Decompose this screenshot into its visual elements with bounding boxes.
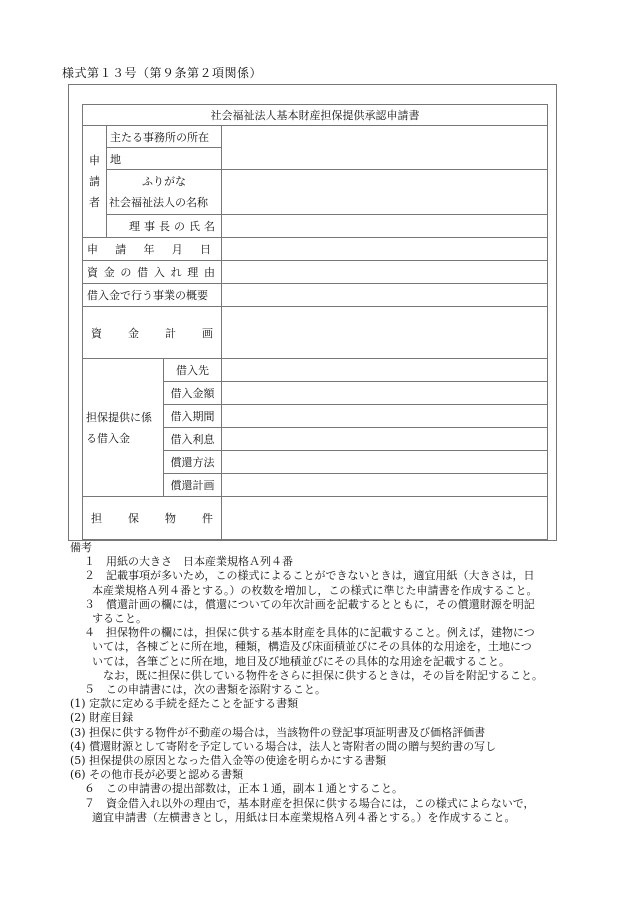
chairman-name-label: 理事長の氏名 [107,215,222,238]
corporation-name-label [107,170,222,215]
borrowing-reason-label: 資金の借入れ理由 [83,261,222,284]
notes-section [70,541,570,825]
repayment-plan-field[interactable] [222,474,548,497]
note-line: (4) 償還財源として寄附を予定している場合は，法人と寄附者の間の贈与契約書の写し [70,739,497,753]
loan-amount-field[interactable] [222,382,548,405]
office-address-label-1: 主たる事務所の所在 [107,126,222,148]
note-line: なお，既に担保に供している物件をさらに担保に供するときは，その旨を附記すること。 [92,668,543,682]
lender-label: 借入先 [164,359,222,382]
loan-interest-field[interactable] [222,428,548,451]
chairman-name-field[interactable] [222,215,548,238]
corporation-name-field[interactable] [222,170,548,215]
applicant-label: 申 請 者 [83,126,107,238]
fund-plan-label: 資金計画 [83,307,222,359]
repayment-plan-label: 償還計画 [164,474,222,497]
note-line: 本産業規格Ａ列４番とする。）の枚数を増加し，この様式に準じた申請書を作成すること。 [92,583,538,597]
office-address-field[interactable] [222,126,548,170]
loan-amount-label: 借入金額 [164,382,222,405]
secured-loan-label [83,359,164,497]
corporation-name-text: 社会福祉法人の名称 [109,196,208,209]
project-outline-label: 借入金で行う事業の概要 [83,284,222,307]
notes-heading: 備考 [70,541,92,554]
application-form-table [82,104,548,540]
loan-period-label: 借入期間 [164,405,222,428]
note-line: ３ 償還計画の欄には，償還についての年次計画を記載するとともに，その償還財源を明記 [84,597,535,611]
note-line: ５ この申請書には，次の書類を添附すること。 [84,683,326,697]
project-outline-field[interactable] [222,284,548,307]
notes-list [70,555,570,825]
secured-loan-label-2: る借入金 [86,431,130,445]
lender-field[interactable] [222,359,548,382]
repayment-method-label: 償還方法 [164,451,222,474]
fund-plan-field[interactable] [222,307,548,359]
loan-interest-label: 借入利息 [164,428,222,451]
note-line: 適宜申請書（左横書きとし，用紙は日本産業規格Ａ列４番とする。）を作成すること。 [92,810,516,824]
loan-period-field[interactable] [222,405,548,428]
note-line: ２ 記載事項が多いため，この様式によることができないときは，適宜用紙（大きさは，日 [84,569,535,583]
form-number: 様式第１３号（第９条第２項関係） [62,66,263,80]
note-line: (6) その他市長が必要と認める書類 [70,768,244,782]
application-date-label: 申請年月日 [83,238,222,261]
office-address-label-2: 地 [107,148,222,170]
note-line: (5) 担保提供の原因となった借入金等の使途を明らかにする書類 [70,754,387,768]
note-line: いては，各筆ごとに所在地，地目及び地積並びにその具体的な用途を記載すること。 [92,654,510,668]
secured-loan-label-1: 担保提供に係 [86,410,152,424]
note-line: (1) 定款に定める手続を経たことを証する書類 [70,697,299,711]
note-line: (2) 財産目録 [70,711,134,725]
note-line: すること。 [92,612,147,626]
note-line: １ 用紙の大きさ 日本産業規格Ａ列４番 [84,555,293,569]
borrowing-reason-field[interactable] [222,261,548,284]
repayment-method-field[interactable] [222,451,548,474]
application-date-field[interactable] [222,238,548,261]
note-line: ７ 資金借入れ以外の理由で，基本財産を担保に供する場合には，この様式によらないで， [84,796,535,810]
collateral-field[interactable] [222,497,548,540]
note-line: ４ 担保物件の欄には，担保に供する基本財産を具体的に記載すること。例えば，建物につ [84,626,535,640]
note-line: ６ この申請書の提出部数は，正本１通，副本１通とすること。 [84,782,403,796]
furigana-label: ふりがな [142,175,186,188]
form-title: 社会福祉法人基本財産担保提供承認申請書 [83,105,548,126]
collateral-label: 担保物件 [83,497,222,540]
note-line: いては，各棟ごとに所在地，種類，構造及び床面積並びにその具体的な用途を，土地につ [92,640,532,654]
note-line: (3) 担保に供する物件が不動産の場合は，当該物件の登記事項証明書及び価格評価書 [70,725,486,739]
